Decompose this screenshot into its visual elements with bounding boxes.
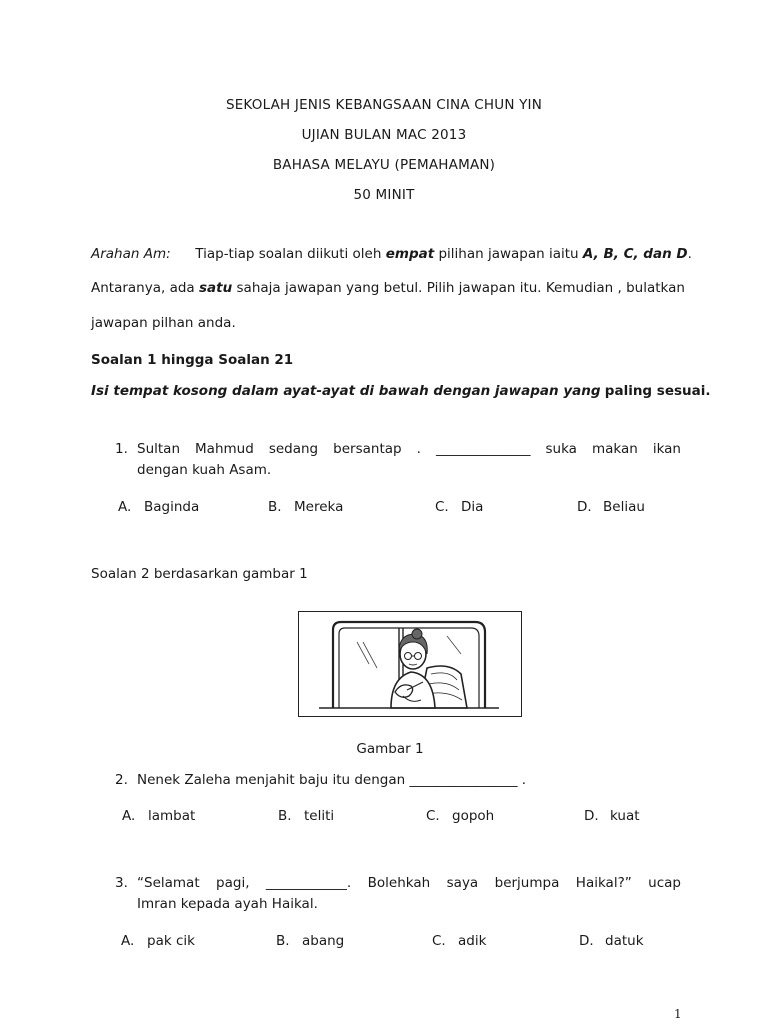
section-instruction xyxy=(91,383,711,399)
answer-option-c[interactable] xyxy=(432,933,486,949)
section-instruction-text: . xyxy=(705,383,711,399)
page-number: 1 xyxy=(674,1007,682,1021)
instructions-line-1 xyxy=(91,246,692,262)
question-text: “Selamat pagi, ____________. Bolehkah saya berjumpa Haikal?” ucap xyxy=(137,875,681,891)
option-letter: B. xyxy=(278,808,292,824)
question-text: Imran kepada ayah Haikal. xyxy=(137,896,318,912)
option-letter: D. xyxy=(579,933,594,949)
option-letter: C. xyxy=(432,933,446,949)
instructions-text: sahaja jawapan yang betul. Pilih jawapan itu. Kemudian , bulatkan xyxy=(236,280,685,296)
answer-option-b[interactable] xyxy=(268,499,343,515)
emphasis-options: A, B, C, dan D xyxy=(582,246,688,262)
option-letter: A. xyxy=(121,933,135,949)
option-letter: A. xyxy=(122,808,136,824)
question-text: Sultan Mahmud sedang bersantap . ______________ suka makan ikan xyxy=(137,441,681,457)
option-text: Baginda xyxy=(144,499,200,515)
instructions-text: . xyxy=(687,246,692,262)
emphasis-satu: satu xyxy=(199,280,233,296)
school-name: SEKOLAH JENIS KEBANGSAAN CINA CHUN YIN xyxy=(225,97,543,113)
answer-option-d[interactable] xyxy=(584,808,640,824)
option-letter: C. xyxy=(435,499,449,515)
option-text: Mereka xyxy=(294,499,344,515)
instructions-line-3: jawapan pilhan anda. xyxy=(91,315,236,331)
figure-intro: Soalan 2 berdasarkan gambar 1 xyxy=(91,566,308,582)
instructions-text: pilihan jawapan iaitu xyxy=(438,246,579,262)
question-number: 2. xyxy=(115,772,128,788)
option-letter: D. xyxy=(577,499,592,515)
section-heading: Soalan 1 hingga Soalan 21 xyxy=(91,352,294,368)
option-text: Dia xyxy=(461,499,484,515)
emphasis-empat: empat xyxy=(385,246,435,262)
answer-option-b[interactable] xyxy=(278,808,334,824)
answer-option-a[interactable] xyxy=(118,499,199,515)
option-letter: B. xyxy=(276,933,290,949)
question-number: 3. xyxy=(115,875,128,891)
option-text: Beliau xyxy=(603,499,645,515)
option-text: pak cik xyxy=(147,933,195,949)
instructions-text: Tiap-tiap soalan diikuti oleh xyxy=(195,246,382,262)
question-number: 1. xyxy=(115,441,128,457)
question-text: Nenek Zaleha menjahit baju itu dengan ________________ . xyxy=(137,772,527,788)
answer-option-d[interactable] xyxy=(579,933,644,949)
option-text: lambat xyxy=(148,808,196,824)
grandmother-sewing-illustration xyxy=(299,612,521,716)
option-letter: C. xyxy=(426,808,440,824)
instructions-label: Arahan Am: xyxy=(91,246,171,262)
option-text: kuat xyxy=(610,808,640,824)
option-letter: D. xyxy=(584,808,599,824)
option-text: abang xyxy=(302,933,345,949)
option-letter: A. xyxy=(118,499,132,515)
answer-option-a[interactable] xyxy=(121,933,195,949)
section-instruction-text: Isi tempat kosong dalam ayat-ayat di bawah dengan jawapan yang xyxy=(91,383,601,399)
option-text: gopoh xyxy=(452,808,495,824)
question-text: dengan kuah Asam. xyxy=(137,462,272,478)
answer-option-d[interactable] xyxy=(577,499,645,515)
option-text: adik xyxy=(458,933,487,949)
subject-title: BAHASA MELAYU (PEMAHAMAN) xyxy=(272,157,496,173)
answer-option-b[interactable] xyxy=(276,933,344,949)
instructions-text: Antaranya, ada xyxy=(91,280,195,296)
answer-option-a[interactable] xyxy=(122,808,195,824)
option-letter: B. xyxy=(268,499,282,515)
instructions-line-2 xyxy=(91,280,685,296)
figure-gambar-1 xyxy=(298,611,522,717)
exam-title: UJIAN BULAN MAC 2013 xyxy=(301,127,467,143)
answer-option-c[interactable] xyxy=(435,499,483,515)
option-text: datuk xyxy=(605,933,644,949)
figure-caption: Gambar 1 xyxy=(356,741,424,757)
exam-duration: 50 MINIT xyxy=(353,187,415,203)
answer-option-c[interactable] xyxy=(426,808,494,824)
section-instruction-emphasis: paling sesuai xyxy=(604,383,706,399)
option-text: teliti xyxy=(304,808,335,824)
